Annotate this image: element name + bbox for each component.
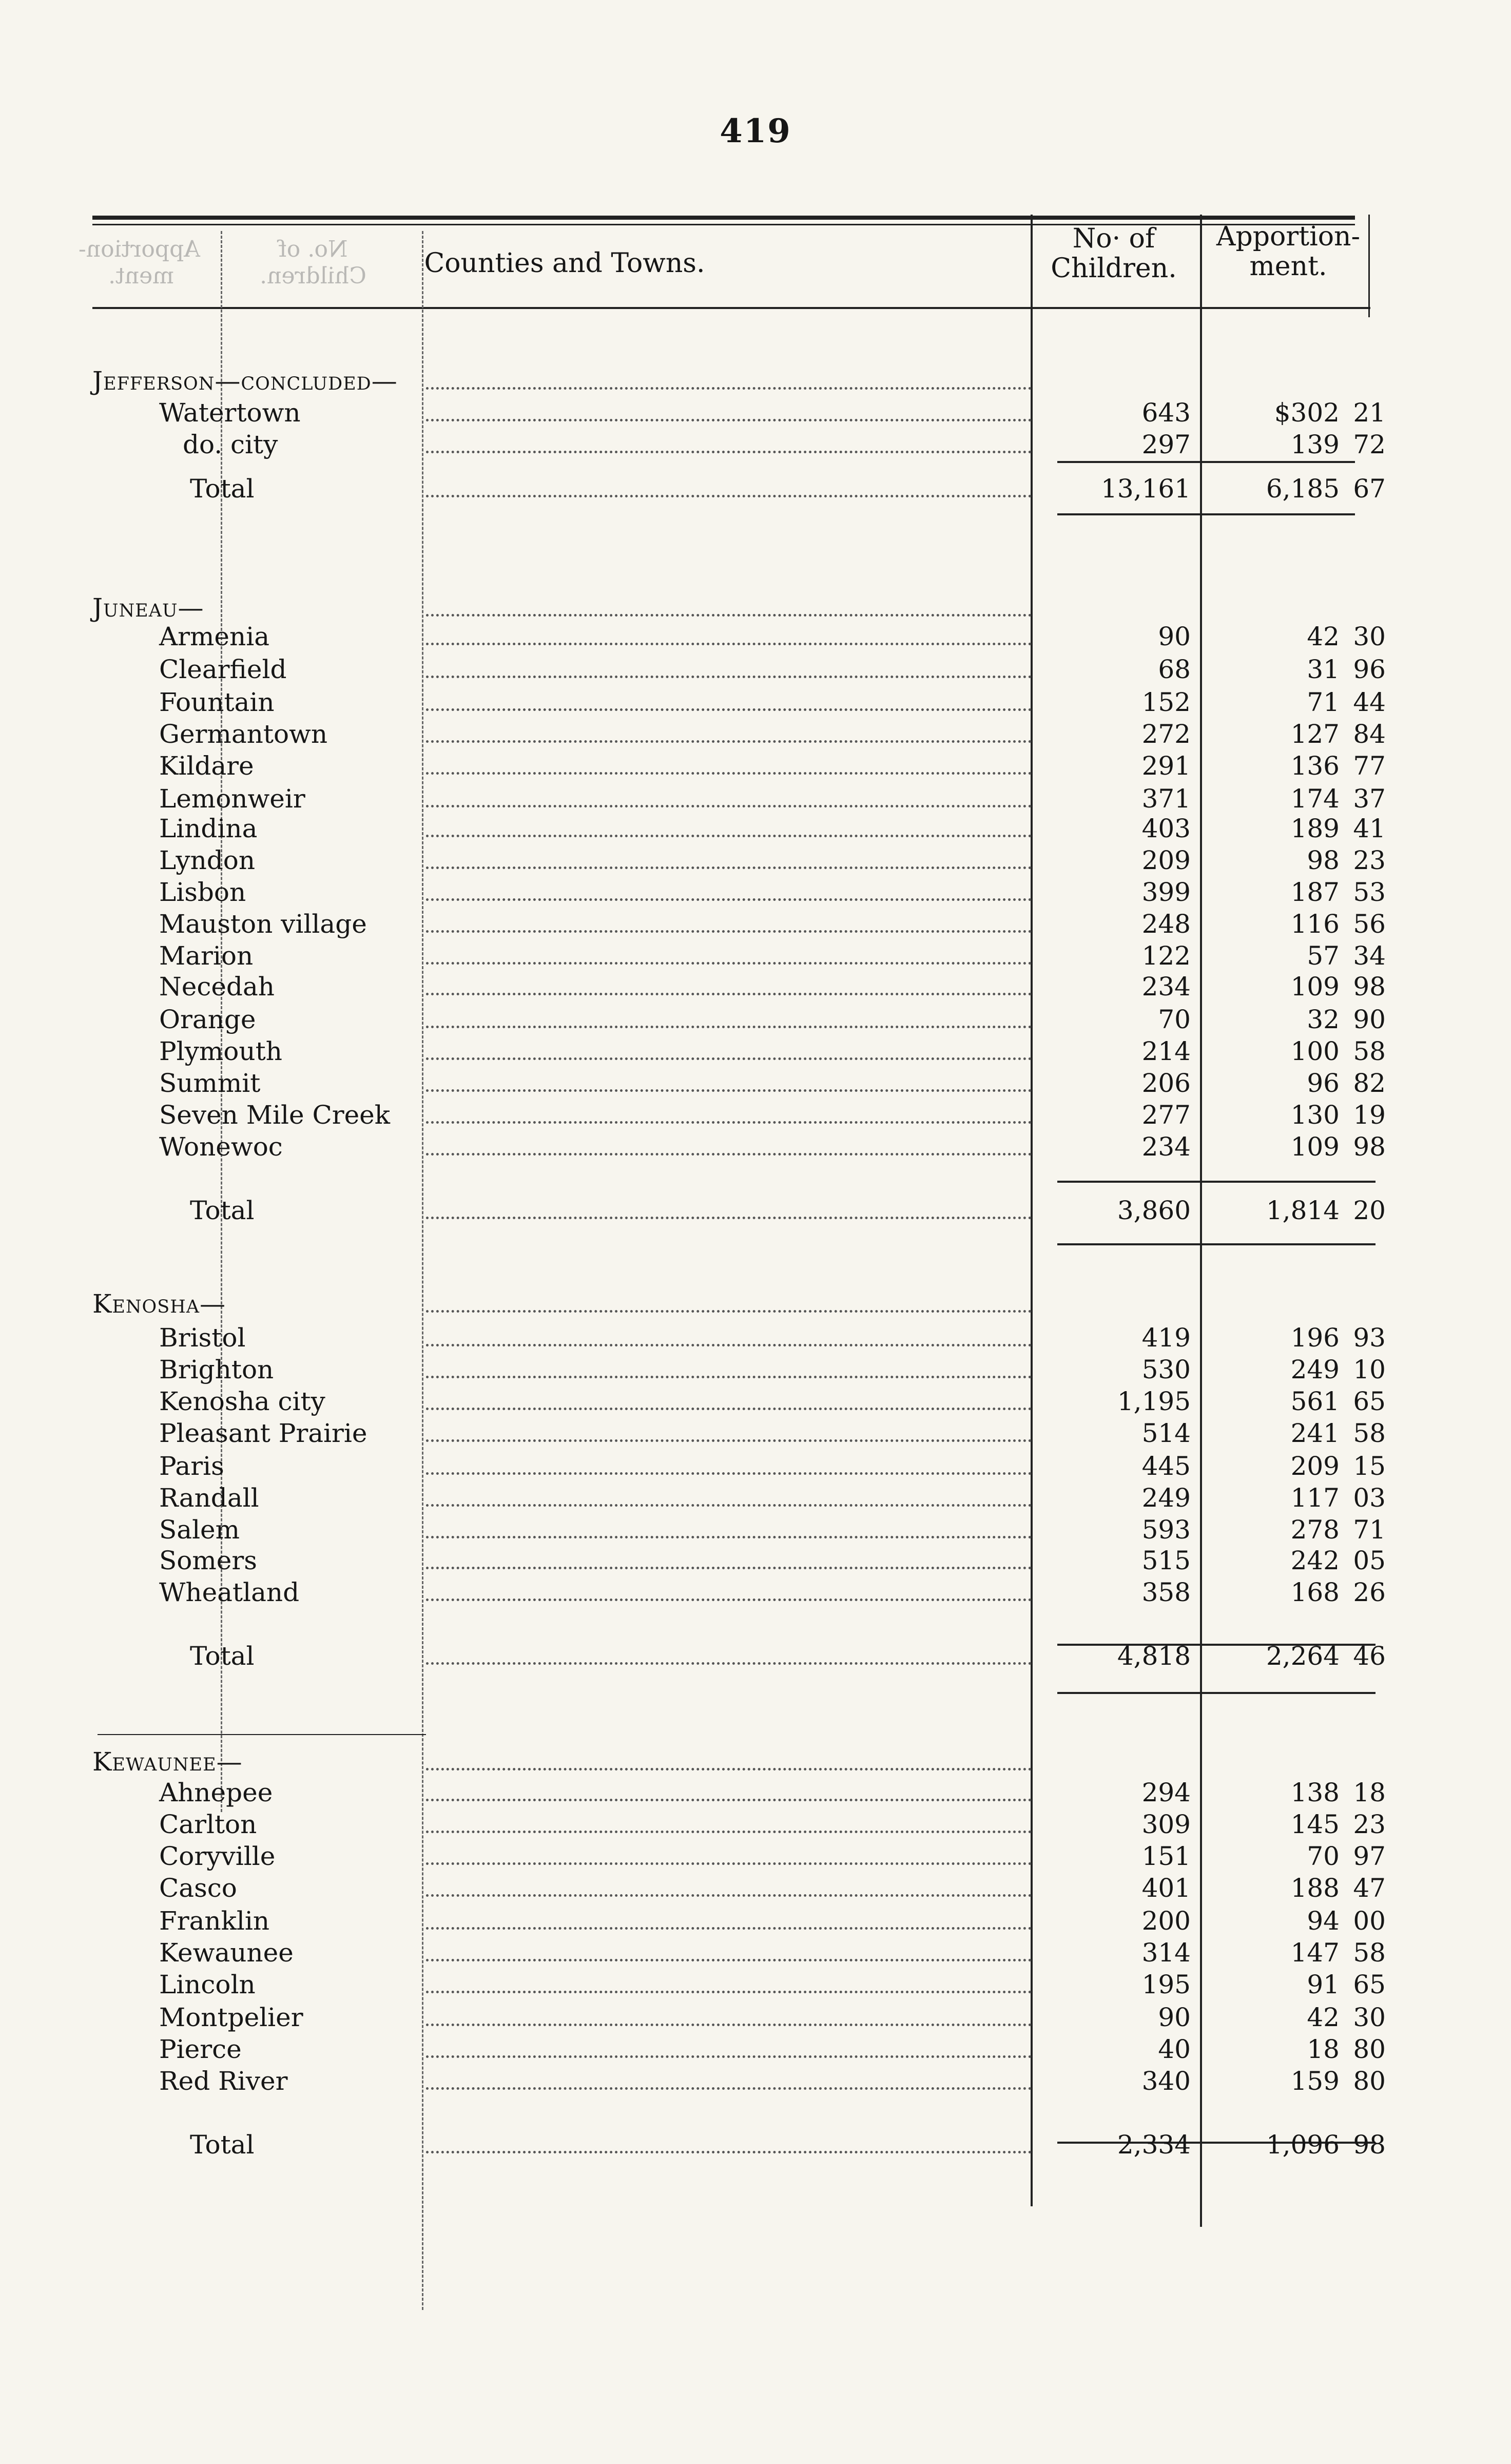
town-row: [0, 1385, 1511, 1418]
apportionment-cents: 98: [1353, 1132, 1386, 1162]
header-bottom-rule: [92, 307, 1370, 309]
apportionment-dollars: 42: [1307, 622, 1340, 651]
children-count: 371: [1141, 784, 1191, 814]
county-name: Kenosha—: [92, 1289, 226, 1319]
apportionment-cents: 47: [1353, 1873, 1386, 1903]
children-count: 593: [1141, 1515, 1191, 1545]
leader-dots: [426, 2055, 1032, 2058]
apportionment-cents: 77: [1353, 751, 1386, 781]
apportionment-dollars: 168: [1290, 1577, 1340, 1607]
apportionment-cents: 58: [1353, 1036, 1386, 1066]
apportionment-cents: 93: [1353, 1323, 1386, 1353]
county-name: Jefferson—concluded—: [92, 366, 398, 396]
leader-dots: [426, 1536, 1032, 1538]
children-count: 214: [1141, 1036, 1191, 1066]
children-count: 340: [1141, 2066, 1191, 2096]
apportionment-dollars: 187: [1290, 877, 1340, 907]
town-name: Marion: [159, 941, 254, 971]
apportionment-dollars: 1,814: [1266, 1196, 1340, 1225]
apportionment-cents: 30: [1353, 2003, 1386, 2032]
leader-dots: [426, 930, 1032, 933]
leader-dots: [426, 387, 1032, 390]
apportionment-cents: 23: [1353, 845, 1386, 875]
town-name: Paris: [159, 1451, 224, 1481]
town-name: Clearfield: [159, 654, 287, 684]
children-count: 200: [1141, 1906, 1191, 1936]
town-name: Pierce: [159, 2034, 242, 2064]
apportionment-cents: 98: [1353, 972, 1386, 1002]
apportionment-dollars: 139: [1290, 430, 1340, 459]
total-rule-jefferson: [1057, 461, 1355, 463]
total-row: [0, 1194, 1511, 1227]
town-name: Orange: [159, 1005, 256, 1034]
apportionment-cents: 84: [1353, 719, 1386, 749]
town-row: [0, 1840, 1511, 1873]
apportionment-dollars: $302: [1274, 398, 1340, 428]
town-name: Bristol: [159, 1323, 246, 1353]
town-row: [0, 1353, 1511, 1386]
spacer-row: [0, 504, 1511, 537]
leader-dots: [426, 1768, 1032, 1770]
apportionment-cents: 90: [1353, 1005, 1386, 1034]
town-name: Mauston village: [159, 909, 367, 939]
apportionment-cents: 21: [1353, 398, 1386, 428]
apportionment-dollars: 196: [1290, 1323, 1340, 1353]
apportionment-cents: 10: [1353, 1355, 1386, 1384]
town-row: [0, 1003, 1511, 1036]
top-rule: [92, 216, 1355, 220]
town-row: [0, 939, 1511, 972]
leader-dots: [426, 676, 1032, 678]
town-row: [0, 970, 1511, 1003]
town-row: [0, 428, 1511, 461]
town-row: [0, 2001, 1511, 2034]
apportionment-dollars: 71: [1307, 687, 1340, 717]
apportionment-dollars: 159: [1290, 2066, 1340, 2096]
children-count: 403: [1141, 814, 1191, 843]
apportionment-cents: 03: [1353, 1483, 1386, 1513]
spacer-row: [0, 1257, 1511, 1289]
town-name: Lemonweir: [159, 784, 305, 814]
children-count: 70: [1158, 1005, 1191, 1034]
apportionment-cents: 44: [1353, 687, 1386, 717]
town-name: Wheatland: [159, 1577, 300, 1607]
children-count: 234: [1141, 972, 1191, 1002]
leader-dots: [426, 451, 1032, 453]
leader-dots: [426, 835, 1032, 837]
leader-dots: [426, 1799, 1032, 1801]
children-count: 272: [1141, 719, 1191, 749]
town-row: [0, 653, 1511, 686]
apportionment-dollars: 18: [1307, 2034, 1340, 2064]
bleed-through-children: No. of Children.: [260, 236, 366, 289]
leader-dots: [426, 1089, 1032, 1092]
town-name: Lindina: [159, 814, 258, 843]
town-row: [0, 1904, 1511, 1937]
town-row: [0, 1968, 1511, 2001]
leader-dots: [426, 1831, 1032, 1833]
apportionment-dollars: 32: [1307, 1005, 1340, 1034]
town-name: Lisbon: [159, 877, 246, 907]
apportionment-dollars: 249: [1290, 1355, 1340, 1384]
town-row: [0, 782, 1511, 815]
apportionment-cents: 26: [1353, 1577, 1386, 1607]
apportionment-dollars: 189: [1290, 814, 1340, 843]
town-row: [0, 1099, 1511, 1131]
town-name: Somers: [159, 1546, 257, 1575]
apportionment-cents: 80: [1353, 2034, 1386, 2064]
apportionment-dollars: 57: [1307, 941, 1340, 971]
apportionment-cents: 80: [1353, 2066, 1386, 2096]
town-row: [0, 1321, 1511, 1354]
apportionment-dollars: 109: [1290, 1132, 1340, 1162]
leader-dots: [426, 898, 1032, 901]
town-row: [0, 1130, 1511, 1163]
children-count: 13,161: [1101, 474, 1191, 504]
total-label: Total: [190, 474, 255, 504]
town-name: Coryville: [159, 1841, 276, 1871]
total-row: [0, 2128, 1511, 2161]
leader-dots: [426, 1344, 1032, 1346]
town-name: Kildare: [159, 751, 254, 781]
leader-dots: [426, 805, 1032, 807]
town-row: [0, 812, 1511, 845]
apportionment-cents: 82: [1353, 1068, 1386, 1098]
children-count: 399: [1141, 877, 1191, 907]
leader-dots: [426, 1504, 1032, 1507]
leader-dots: [426, 1862, 1032, 1865]
apportionment-dollars: 145: [1290, 1810, 1340, 1839]
children-count: 401: [1141, 1873, 1191, 1903]
leader-dots: [426, 740, 1032, 743]
leader-dots: [426, 1472, 1032, 1475]
apportionment-cents: 30: [1353, 622, 1386, 651]
apportionment-dollars: 138: [1290, 1778, 1340, 1807]
county-heading-row: [0, 364, 1511, 397]
apportionment-dollars: 2,264: [1266, 1641, 1340, 1671]
apportionment-dollars: 130: [1290, 1100, 1340, 1130]
town-name: Lyndon: [159, 845, 256, 875]
leader-dots: [426, 1057, 1032, 1060]
apportionment-cents: 23: [1353, 1810, 1386, 1839]
header-counties-and-towns: Counties and Towns.: [424, 248, 705, 279]
apportionment-dollars: 209: [1290, 1451, 1340, 1481]
town-row: [0, 749, 1511, 782]
town-name: Lincoln: [159, 1970, 256, 1999]
town-row: [0, 1450, 1511, 1483]
apportionment-dollars: 96: [1307, 1068, 1340, 1098]
leader-dots: [426, 772, 1032, 775]
apportionment-cents: 58: [1353, 1938, 1386, 1968]
header-apportionment-line2: ment.: [1249, 251, 1327, 282]
total-row: [0, 1640, 1511, 1672]
total-row: [0, 472, 1511, 505]
apportionment-cents: 97: [1353, 1841, 1386, 1871]
apportionment-cents: 71: [1353, 1515, 1386, 1545]
spacer-row: [0, 1671, 1511, 1704]
leader-dots: [426, 1408, 1032, 1410]
apportionment-dollars: 116: [1290, 909, 1340, 939]
town-name: Brighton: [159, 1355, 274, 1384]
header-apportionment-line1: Apportion-: [1216, 221, 1361, 252]
children-count: 291: [1141, 751, 1191, 781]
spacer-row: [0, 536, 1511, 569]
leader-dots: [426, 1959, 1032, 1961]
apportionment-cents: 65: [1353, 1387, 1386, 1416]
spacer-row: [0, 1608, 1511, 1641]
leader-dots: [426, 1894, 1032, 1897]
town-name: Kenosha city: [159, 1387, 325, 1416]
children-count: 3,860: [1117, 1196, 1191, 1225]
town-row: [0, 1035, 1511, 1068]
apportionment-cents: 96: [1353, 654, 1386, 684]
header-no-of-children: [1037, 224, 1191, 283]
bleed-through-apportionment: Apportion- ment.: [78, 236, 200, 289]
leader-dots: [426, 1153, 1032, 1156]
county-name: Kewaunee—: [92, 1747, 243, 1777]
town-name: Necedah: [159, 972, 275, 1002]
town-name: Kewaunee: [159, 1938, 294, 1968]
apportionment-cents: 98: [1353, 2130, 1386, 2160]
apportionment-dollars: 188: [1290, 1873, 1340, 1903]
apportionment-dollars: 127: [1290, 719, 1340, 749]
apportionment-cents: 53: [1353, 877, 1386, 907]
county-heading-row: [0, 1745, 1511, 1778]
apportionment-cents: 58: [1353, 1418, 1386, 1448]
header-apportionment: [1201, 222, 1376, 281]
total-label: Total: [190, 1196, 255, 1225]
apportionment-dollars: 94: [1307, 1906, 1340, 1936]
children-count: 4,818: [1117, 1641, 1191, 1671]
apportionment-dollars: 98: [1307, 845, 1340, 875]
children-count: 68: [1158, 654, 1191, 684]
children-count: 297: [1141, 430, 1191, 459]
children-count: 248: [1141, 909, 1191, 939]
total-label: Total: [190, 2130, 255, 2160]
children-count: 40: [1158, 2034, 1191, 2064]
children-count: 419: [1141, 1323, 1191, 1353]
apportionment-cents: 15: [1353, 1451, 1386, 1481]
header-no-of-children-line1: No· of: [1072, 223, 1155, 254]
town-row: [0, 1481, 1511, 1514]
county-heading-row: [0, 591, 1511, 624]
town-row: [0, 1544, 1511, 1577]
town-name: Plymouth: [159, 1036, 282, 1066]
page-number: 419: [720, 112, 791, 150]
children-count: 358: [1141, 1577, 1191, 1607]
town-name: Watertown: [159, 398, 301, 428]
apportionment-cents: 37: [1353, 784, 1386, 814]
children-count: 122: [1141, 941, 1191, 971]
children-count: 515: [1141, 1546, 1191, 1575]
town-name: Fountain: [159, 687, 275, 717]
apportionment-dollars: 109: [1290, 972, 1340, 1002]
children-count: 2,334: [1117, 2130, 1191, 2160]
spacer-row: [0, 1704, 1511, 1737]
apportionment-dollars: 70: [1307, 1841, 1340, 1871]
leader-dots: [426, 2087, 1032, 2090]
town-name: Franklin: [159, 1906, 270, 1936]
leader-dots: [426, 614, 1032, 617]
children-count: 294: [1141, 1778, 1191, 1807]
town-name: Montpelier: [159, 2003, 303, 2032]
town-row: [0, 876, 1511, 909]
leader-dots: [426, 867, 1032, 869]
apportionment-dollars: 42: [1307, 2003, 1340, 2032]
town-row: [0, 844, 1511, 877]
apportionment-cents: 65: [1353, 1970, 1386, 1999]
town-row: [0, 718, 1511, 750]
leader-dots: [426, 1310, 1032, 1313]
apportionment-dollars: 91: [1307, 1970, 1340, 1999]
town-row: [0, 908, 1511, 940]
town-row: [0, 396, 1511, 429]
children-count: 152: [1141, 687, 1191, 717]
apportionment-dollars: 278: [1290, 1515, 1340, 1545]
apportionment-dollars: 136: [1290, 751, 1340, 781]
town-name: do. city: [183, 430, 278, 459]
leader-dots: [426, 1121, 1032, 1124]
town-name: Germantown: [159, 719, 328, 749]
children-count: 530: [1141, 1355, 1191, 1384]
children-count: 309: [1141, 1810, 1191, 1839]
county-name: Juneau—: [92, 593, 204, 623]
town-name: Wonewoc: [159, 1132, 283, 1162]
town-name: Summit: [159, 1068, 261, 1098]
town-row: [0, 1067, 1511, 1100]
children-count: 1,195: [1117, 1387, 1191, 1416]
children-count: 249: [1141, 1483, 1191, 1513]
children-count: 277: [1141, 1100, 1191, 1130]
apportionment-dollars: 242: [1290, 1546, 1340, 1575]
apportionment-column-right-rule: [1368, 215, 1370, 317]
town-row: [0, 1936, 1511, 1969]
town-row: [0, 1417, 1511, 1450]
children-count: 195: [1141, 1970, 1191, 1999]
leader-dots: [426, 962, 1032, 965]
town-name: Red River: [159, 2066, 288, 2096]
apportionment-cents: 56: [1353, 909, 1386, 939]
leader-dots: [426, 1376, 1032, 1378]
leader-dots: [426, 1662, 1032, 1665]
children-count: 445: [1141, 1451, 1191, 1481]
apportionment-cents: 05: [1353, 1546, 1386, 1575]
leader-dots: [426, 708, 1032, 711]
town-name: Ahnepee: [159, 1778, 273, 1807]
children-count: 643: [1141, 398, 1191, 428]
town-row: [0, 2065, 1511, 2097]
apportionment-cents: 72: [1353, 430, 1386, 459]
apportionment-cents: 18: [1353, 1778, 1386, 1807]
spacer-row: [0, 1162, 1511, 1195]
spacer-row: [0, 1225, 1511, 1258]
leader-dots: [426, 1026, 1032, 1028]
leader-dots: [426, 643, 1032, 645]
apportionment-cents: 34: [1353, 941, 1386, 971]
apportionment-dollars: 31: [1307, 654, 1340, 684]
children-count: 90: [1158, 2003, 1191, 2032]
apportionment-dollars: 147: [1290, 1938, 1340, 1968]
apportionment-dollars: 561: [1290, 1387, 1340, 1416]
apportionment-cents: 00: [1353, 1906, 1386, 1936]
town-row: [0, 2033, 1511, 2066]
town-row: [0, 1776, 1511, 1809]
apportionment-cents: 67: [1353, 474, 1386, 504]
town-name: Randall: [159, 1483, 259, 1513]
town-name: Armenia: [159, 622, 270, 651]
apportionment-dollars: 100: [1290, 1036, 1340, 1066]
total-label: Total: [190, 1641, 255, 1671]
leader-dots: [426, 1991, 1032, 1993]
apportionment-cents: 41: [1353, 814, 1386, 843]
apportionment-dollars: 6,185: [1266, 474, 1340, 504]
leader-dots: [426, 419, 1032, 421]
leader-dots: [426, 1439, 1032, 1442]
leader-dots: [426, 1599, 1032, 1601]
apportionment-dollars: 1,096: [1266, 2130, 1340, 2160]
town-name: Seven Mile Creek: [159, 1100, 391, 1130]
town-name: Salem: [159, 1515, 240, 1545]
children-count: 314: [1141, 1938, 1191, 1968]
town-name: Casco: [159, 1873, 237, 1903]
town-name: Carlton: [159, 1810, 257, 1839]
leader-dots: [426, 993, 1032, 995]
children-count: 90: [1158, 622, 1191, 651]
apportionment-cents: 20: [1353, 1196, 1386, 1225]
apportionment-dollars: 174: [1290, 784, 1340, 814]
apportionment-cents: 19: [1353, 1100, 1386, 1130]
town-row: [0, 1513, 1511, 1546]
town-row: [0, 686, 1511, 719]
apportionment-dollars: 117: [1290, 1483, 1340, 1513]
apportionment-cents: 46: [1353, 1641, 1386, 1671]
town-name: Pleasant Prairie: [159, 1418, 367, 1448]
town-row: [0, 1872, 1511, 1904]
county-heading-row: [0, 1287, 1511, 1320]
leader-dots: [426, 495, 1032, 497]
children-count: 234: [1141, 1132, 1191, 1162]
leader-dots: [426, 1567, 1032, 1569]
town-row: [0, 1808, 1511, 1841]
spacer-row: [0, 2097, 1511, 2130]
leader-dots: [426, 2151, 1032, 2153]
children-count: 209: [1141, 845, 1191, 875]
leader-dots: [426, 1217, 1032, 1219]
town-row: [0, 620, 1511, 653]
leader-dots: [426, 1927, 1032, 1930]
children-count: 151: [1141, 1841, 1191, 1871]
children-count: 514: [1141, 1418, 1191, 1448]
leader-dots: [426, 2024, 1032, 2026]
children-count: 206: [1141, 1068, 1191, 1098]
apportionment-dollars: 241: [1290, 1418, 1340, 1448]
town-row: [0, 1576, 1511, 1609]
header-no-of-children-line2: Children.: [1051, 253, 1177, 284]
